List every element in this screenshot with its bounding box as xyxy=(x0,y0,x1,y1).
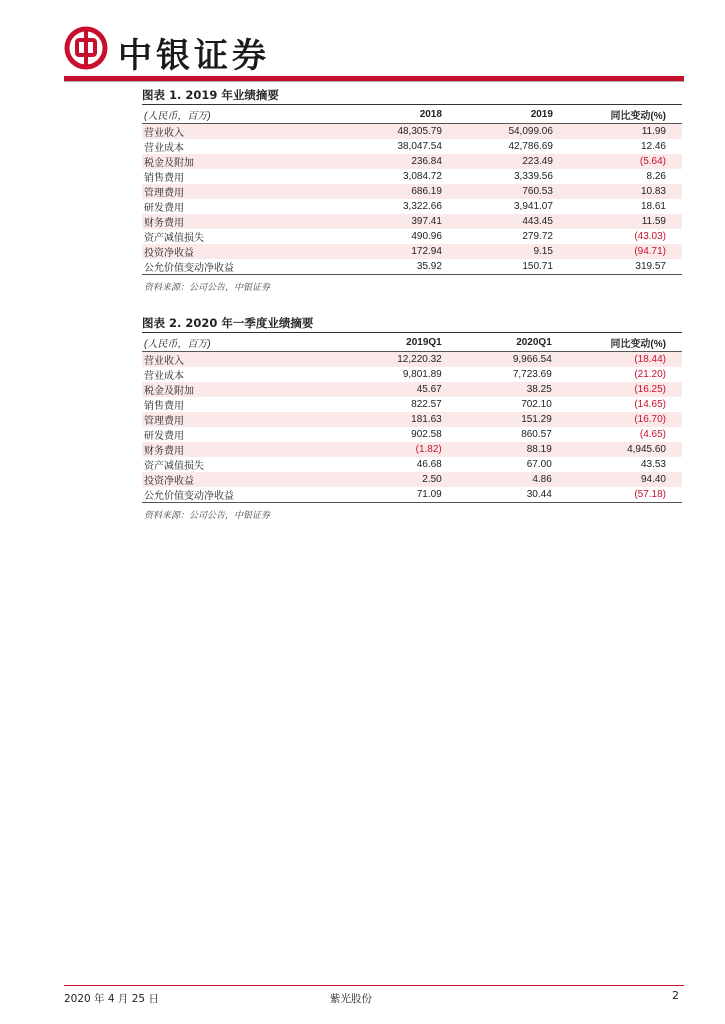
value-cell: (4.65) xyxy=(639,429,666,440)
table-row xyxy=(142,169,682,184)
table-row xyxy=(142,259,682,275)
header-cell: 2019Q1 xyxy=(347,333,458,352)
value-cell: (5.64) xyxy=(569,154,682,169)
value-cell: (57.18) xyxy=(568,487,682,503)
header-cell: (人民币，百万) xyxy=(142,333,347,352)
value-cell: 43.53 xyxy=(640,459,666,470)
row-label: 研发费用 xyxy=(144,203,184,214)
value-cell: 2.50 xyxy=(347,472,458,487)
header-cell: 2020Q1 xyxy=(458,333,568,352)
header-cell: 同比变动(%) xyxy=(568,333,682,352)
value-cell: 54,099.06 xyxy=(458,124,569,140)
table-title: 图表 1. 2019 年业绩摘要 xyxy=(142,87,682,105)
value-cell: 443.45 xyxy=(458,214,569,229)
row-label: 营业收入 xyxy=(142,124,347,140)
table-row xyxy=(142,139,682,154)
value-cell: 490.96 xyxy=(411,231,442,242)
value-cell: 71.09 xyxy=(347,487,458,503)
row-label: 管理费用 xyxy=(142,184,347,199)
value-cell: 46.68 xyxy=(416,459,442,470)
value-cell: (43.03) xyxy=(634,231,666,242)
value-cell: 3,941.07 xyxy=(514,201,553,212)
row-label: 投资净收益 xyxy=(142,472,347,487)
bank-of-china-logo-icon xyxy=(64,26,108,70)
value-cell: 12.46 xyxy=(640,141,666,152)
value-cell: 38,047.54 xyxy=(397,141,442,152)
value-cell: 42,786.69 xyxy=(508,141,553,152)
row-label: 营业成本 xyxy=(144,143,184,154)
row-label: 税金及附加 xyxy=(142,382,347,397)
value-cell: 11.59 xyxy=(569,214,682,229)
value-cell: (16.25) xyxy=(568,382,682,397)
row-label: 资产减值损失 xyxy=(144,233,204,244)
value-cell: 38.25 xyxy=(458,382,568,397)
table-section-2 xyxy=(142,315,682,521)
value-cell: 279.72 xyxy=(522,231,553,242)
value-cell: 822.57 xyxy=(411,399,442,410)
table-row xyxy=(142,487,682,503)
value-cell: (94.71) xyxy=(569,244,682,259)
row-label: 资产减值损失 xyxy=(144,461,204,472)
page-number: 2 xyxy=(672,989,679,1002)
value-cell: 223.49 xyxy=(458,154,569,169)
footer-company: 紫光股份 xyxy=(330,993,372,1005)
table-row xyxy=(142,229,682,244)
brand-name: 中银证券 xyxy=(118,36,270,76)
value-cell: (18.44) xyxy=(568,352,682,368)
value-cell: 45.67 xyxy=(347,382,458,397)
header-cell: (人民币，百万) xyxy=(142,105,347,124)
source-note: 资料来源：公司公告，中银证券 xyxy=(144,283,271,293)
value-cell: 48,305.79 xyxy=(347,124,458,140)
value-cell: 9,801.89 xyxy=(402,369,442,380)
value-cell: 319.57 xyxy=(569,259,682,275)
row-label: 销售费用 xyxy=(144,401,184,412)
table-row xyxy=(142,442,682,457)
table-body xyxy=(142,352,682,503)
value-cell: 30.44 xyxy=(458,487,568,503)
table-row xyxy=(142,199,682,214)
value-cell: (16.70) xyxy=(568,412,682,427)
footer-date: 2020 年 4 月 25 日 xyxy=(64,993,159,1005)
value-cell: 860.57 xyxy=(521,429,552,440)
financial-table xyxy=(142,333,682,503)
row-label: 财务费用 xyxy=(142,214,347,229)
value-cell: 902.58 xyxy=(411,429,442,440)
value-cell: 3,084.72 xyxy=(403,171,442,182)
value-cell: 3,339.56 xyxy=(514,171,553,182)
value-cell: (1.82) xyxy=(347,442,458,457)
value-cell: 10.83 xyxy=(569,184,682,199)
value-cell: (21.20) xyxy=(634,369,666,380)
value-cell: 686.19 xyxy=(347,184,458,199)
value-cell: 397.41 xyxy=(347,214,458,229)
row-label: 营业收入 xyxy=(142,352,347,368)
value-cell: 150.71 xyxy=(458,259,569,275)
value-cell: 35.92 xyxy=(347,259,458,275)
table-row xyxy=(142,457,682,472)
row-label: 公允价值变动净收益 xyxy=(142,487,347,503)
header-grey-line xyxy=(64,81,684,82)
table-row xyxy=(142,367,682,382)
value-cell: (14.65) xyxy=(634,399,666,410)
table-title: 图表 2. 2020 年一季度业绩摘要 xyxy=(142,315,682,333)
value-cell: 7,723.69 xyxy=(512,369,552,380)
table-row xyxy=(142,352,682,368)
value-cell: 151.29 xyxy=(458,412,568,427)
header-cell: 同比变动(%) xyxy=(569,105,682,124)
value-cell: 12,220.32 xyxy=(347,352,458,368)
value-cell: 94.40 xyxy=(568,472,682,487)
value-cell: 172.94 xyxy=(347,244,458,259)
source-note: 资料来源：公司公告，中银证券 xyxy=(144,511,271,521)
value-cell: 760.53 xyxy=(458,184,569,199)
row-label: 公允价值变动净收益 xyxy=(142,259,347,275)
table-section-1 xyxy=(142,87,682,293)
value-cell: 9.15 xyxy=(458,244,569,259)
page-header xyxy=(0,0,725,90)
table-row xyxy=(142,397,682,412)
value-cell: 9,966.54 xyxy=(458,352,568,368)
value-cell: 3,322.66 xyxy=(403,201,442,212)
header-cell: 2018 xyxy=(347,105,458,124)
table-row xyxy=(142,124,682,140)
table-row xyxy=(142,472,682,487)
value-cell: 11.99 xyxy=(569,124,682,140)
table-row xyxy=(142,412,682,427)
row-label: 投资净收益 xyxy=(142,244,347,259)
table-row xyxy=(142,154,682,169)
value-cell: 88.19 xyxy=(458,442,568,457)
value-cell: 702.10 xyxy=(521,399,552,410)
row-label: 销售费用 xyxy=(144,173,184,184)
value-cell: 67.00 xyxy=(526,459,552,470)
value-cell: 181.63 xyxy=(347,412,458,427)
value-cell: 4.86 xyxy=(458,472,568,487)
value-cell: 236.84 xyxy=(347,154,458,169)
table-row xyxy=(142,184,682,199)
table-row xyxy=(142,244,682,259)
row-label: 研发费用 xyxy=(144,431,184,442)
header-cell: 2019 xyxy=(458,105,569,124)
value-cell: 4,945.60 xyxy=(568,442,682,457)
table-row xyxy=(142,382,682,397)
row-label: 财务费用 xyxy=(142,442,347,457)
row-label: 营业成本 xyxy=(144,371,184,382)
table-row xyxy=(142,427,682,442)
table-row xyxy=(142,214,682,229)
row-label: 税金及附加 xyxy=(142,154,347,169)
footer-divider xyxy=(64,985,684,986)
table-body xyxy=(142,124,682,275)
financial-table xyxy=(142,105,682,275)
value-cell: 18.61 xyxy=(640,201,666,212)
row-label: 管理费用 xyxy=(142,412,347,427)
value-cell: 8.26 xyxy=(646,171,666,182)
